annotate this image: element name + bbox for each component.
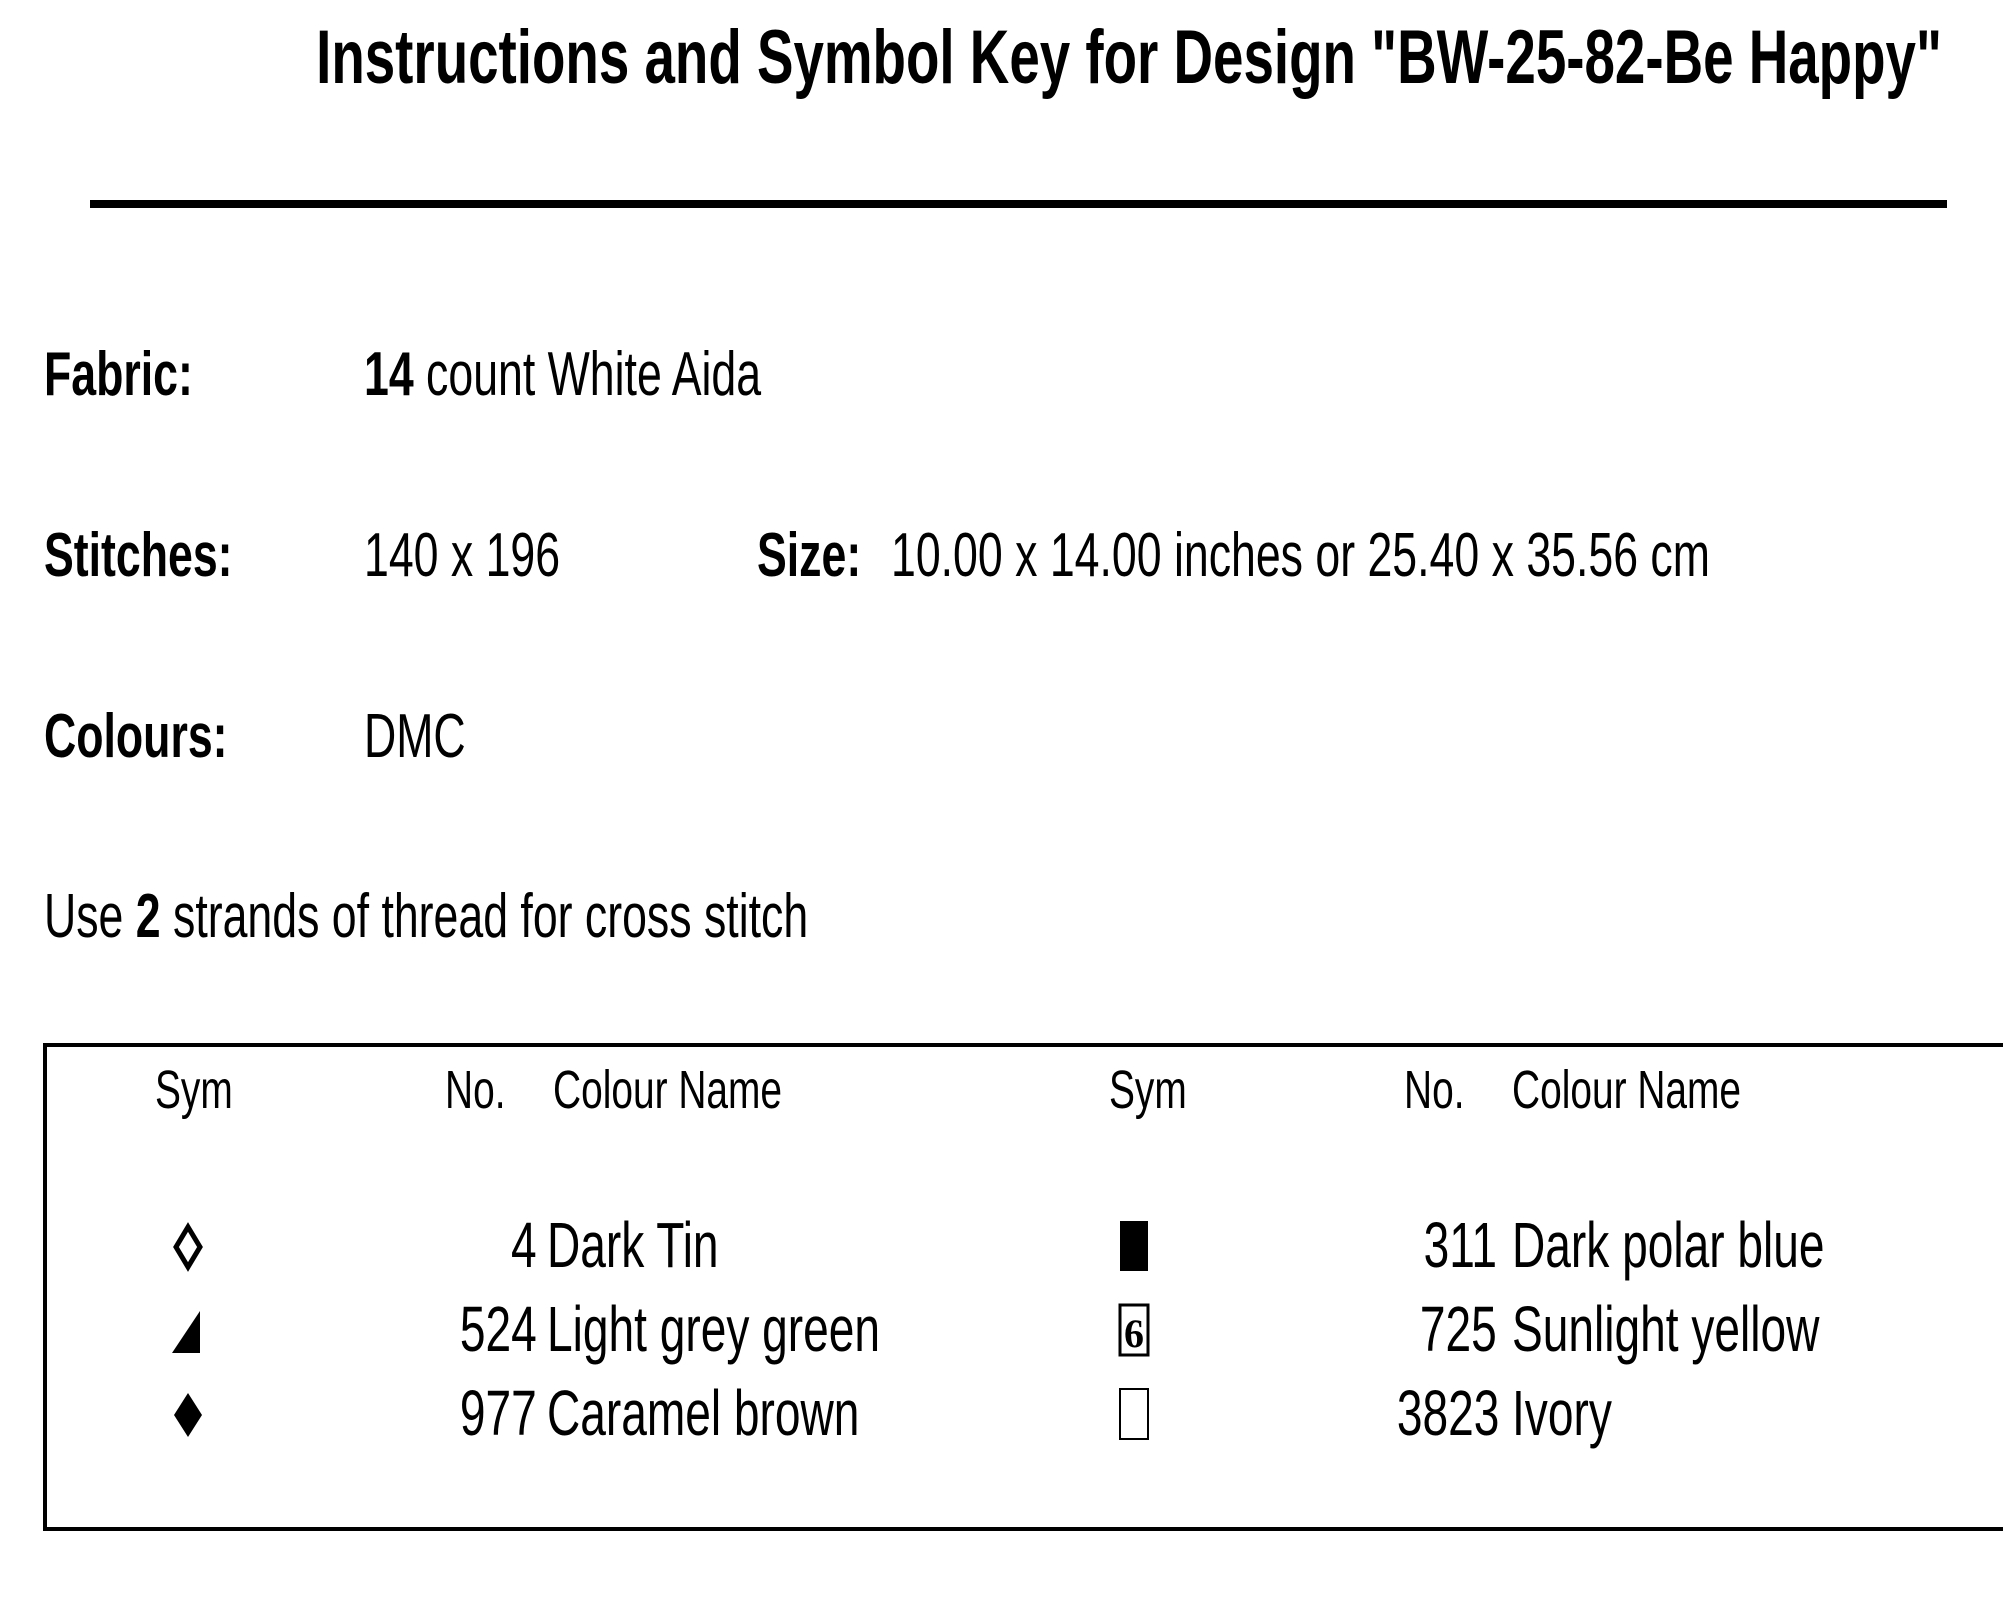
colours-label: Colours: (44, 702, 228, 771)
table-row-name: Dark Tin (547, 1209, 719, 1281)
filled-rectangle-icon (1104, 1215, 1164, 1275)
stitches-label: Stitches: (44, 521, 233, 590)
header-colour-name-right: Colour Name (1512, 1060, 1742, 1120)
diamond-outline-icon (158, 1217, 218, 1277)
table-row-no: 725 (1420, 1293, 1497, 1365)
header-no-right: No. (1404, 1060, 1465, 1120)
table-row-name: Light grey green (547, 1293, 881, 1365)
thread-instruction: Use 2 strands of thread for cross stitch (44, 882, 809, 951)
colours-value: DMC (364, 702, 466, 771)
table-row-no: 524 (460, 1293, 537, 1365)
table-row-name: Dark polar blue (1512, 1209, 1825, 1281)
page-title: Instructions and Symbol Key for Design "BW-25-82-Be Happy" (316, 15, 1942, 100)
fabric-label: Fabric: (44, 340, 193, 409)
table-row-no: 3823 (1396, 1377, 1500, 1449)
size-value: 10.00 x 14.00 inches or 25.40 x 35.56 cm (891, 521, 1710, 590)
header-colour-name-left: Colour Name (553, 1060, 783, 1120)
header-sym-right: Sym (1109, 1060, 1187, 1120)
empty-rectangle-icon (1104, 1383, 1164, 1443)
diamond-filled-icon (158, 1385, 218, 1445)
title-divider (90, 200, 1947, 208)
strand-count: 2 (135, 882, 161, 951)
boxed-six-icon (1104, 1299, 1164, 1359)
table-row-name: Sunlight yellow (1512, 1293, 1820, 1365)
stitches-value: 140 x 196 (364, 521, 561, 590)
fabric-value (364, 335, 915, 415)
size-label: Size: (757, 521, 862, 590)
symbol-key-table (43, 1043, 2003, 1531)
header-no-left: No. (445, 1060, 506, 1120)
table-row-no: 977 (460, 1377, 537, 1449)
table-row-name: Caramel brown (547, 1377, 860, 1449)
right-triangle-icon (158, 1301, 218, 1361)
svg-text:6: 6 (1124, 1311, 1144, 1356)
fabric-count: 14 (364, 340, 414, 409)
header-sym-left: Sym (155, 1060, 233, 1120)
fabric-description: count White Aida (413, 340, 762, 409)
table-row-name: Ivory (1512, 1377, 1612, 1449)
table-row-no: 311 (1423, 1209, 1497, 1281)
table-row-no: 4 (511, 1209, 537, 1281)
